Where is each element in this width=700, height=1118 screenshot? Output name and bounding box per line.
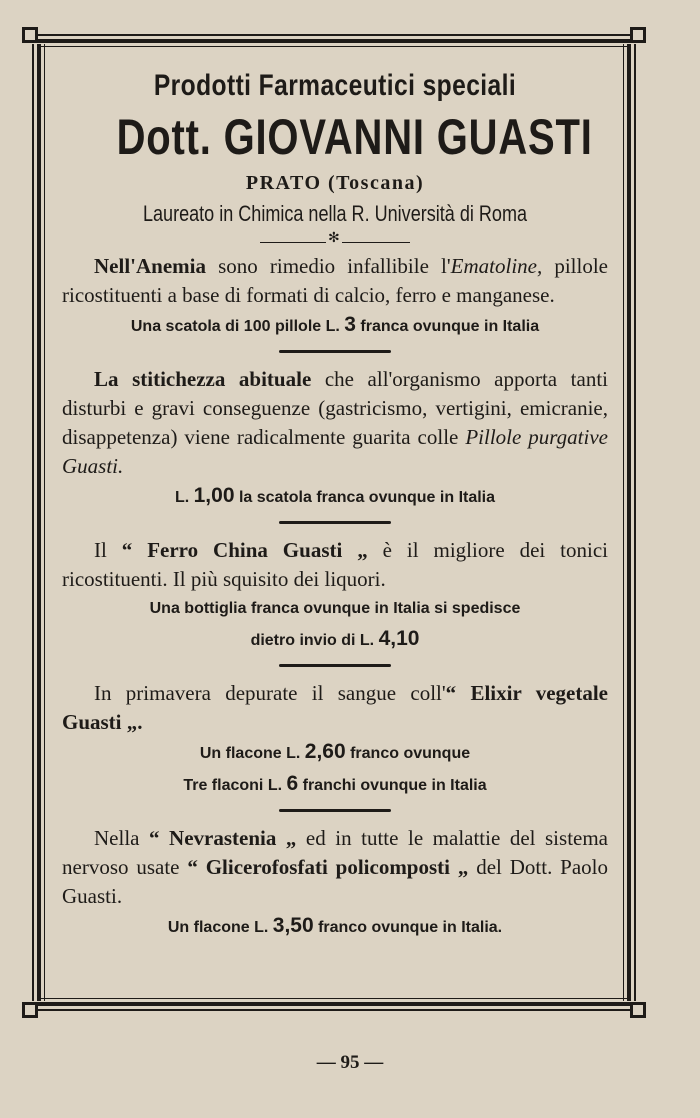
header-title: Dott. GIOVANNI GUASTI	[116, 109, 593, 165]
corner-ornament-bottom-left	[22, 1002, 38, 1018]
section-divider	[279, 521, 391, 524]
corner-ornament-top-left	[22, 27, 38, 43]
section-anemia-text: Nell'Anemia sono rimedio infallibile l'Ematoline, pillole ricostituenti a base di formati di calcio, ferro e manganese.	[62, 254, 608, 307]
section-divider	[279, 350, 391, 353]
section-elixir-price-2: Tre flaconi L. 6 franchi ovunque in Italia	[183, 772, 487, 795]
section-ferro-china-price-line1: Una bottiglia franca ovunque in Italia si spedisce	[149, 600, 521, 617]
section-neurasthenia-price: Un flacone L. 3,50 franco ovunque in Italia.	[167, 914, 503, 937]
corner-ornament-bottom-right	[630, 1002, 646, 1018]
corner-ornament-top-right	[630, 27, 646, 43]
section-divider	[279, 664, 391, 667]
section-elixir-price-1: Un flacone L. 2,60 franco ovunque	[199, 740, 471, 763]
header-city: PRATO (Toscana)	[245, 172, 425, 194]
section-neurasthenia-text: Nella “ Nevrastenia „ ed in tutte le malattie del sistema nervoso usate “ Glicerofosfati policomposti „ del Dott. Paolo Guasti.	[62, 826, 609, 908]
advertisement-content	[62, 52, 608, 943]
section-anemia-price: Una scatola di 100 pillole L. 3 franca ovunque in Italia	[130, 313, 540, 336]
section-elixir-text: In primavera depurate il sangue coll'“ Elixir vegetale Guasti „.	[62, 681, 608, 734]
header-degree: Laureato in Chimica nella R. Università di Roma	[142, 201, 528, 226]
page-number: — 95 —	[316, 1052, 384, 1073]
section-ferro-china-price-line2: dietro invio di L. 4,10	[250, 627, 420, 650]
section-constipation-price: L. 1,00 la scatola franca ovunque in Italia	[174, 484, 496, 507]
section-divider	[279, 809, 391, 812]
header-ornament	[260, 231, 410, 248]
section-constipation-text: La stitichezza abituale che all'organismo apporta tanti disturbi e gravi conseguenze (gastricismo, vertigini, emicranie, disappetenza) viene radicalmente guarita colle Pillole purgative Guasti.	[62, 367, 608, 478]
star-ornament-icon: ✻	[328, 231, 340, 246]
header-subtitle: Prodotti Farmaceutici speciali	[153, 69, 517, 102]
section-ferro-china-text: Il “ Ferro China Guasti „ è il migliore dei tonici ricostituenti. Il più squisito dei liquori.	[62, 538, 608, 591]
